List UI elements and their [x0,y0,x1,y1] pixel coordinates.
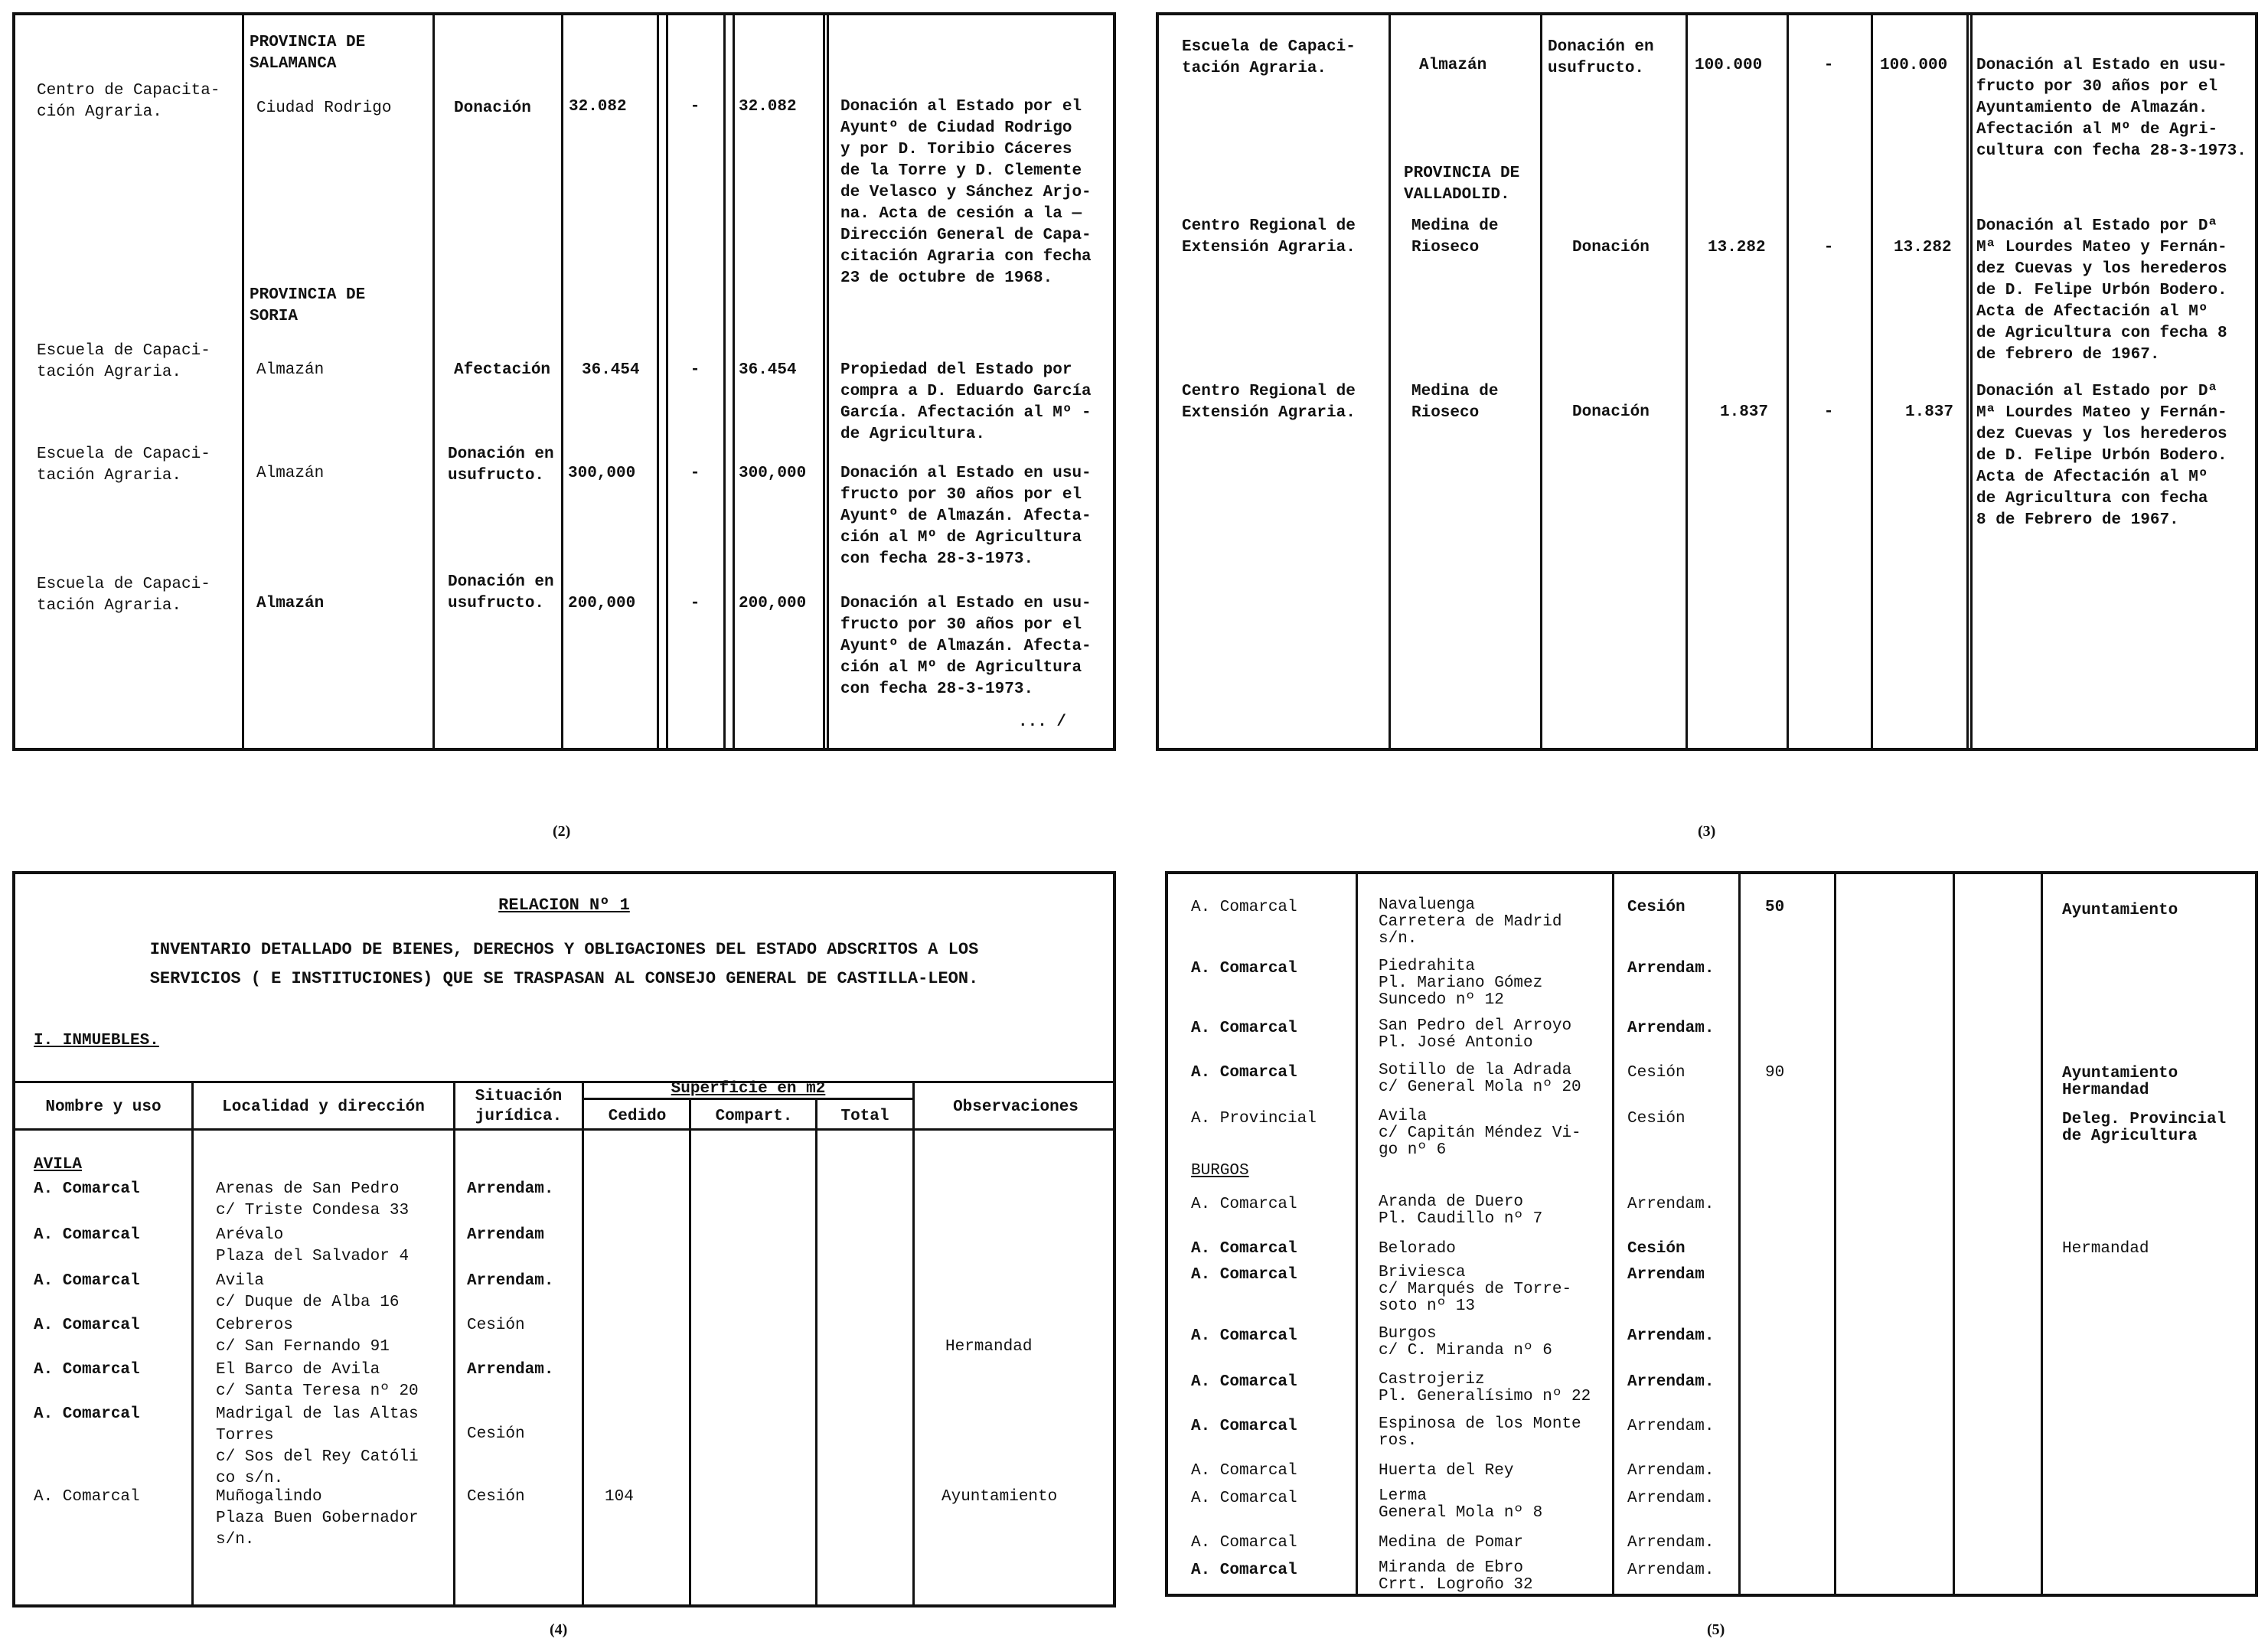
row-location: Almazán [1419,57,1487,74]
row-situation: Arrendam. [1627,1196,1715,1213]
row-location: Miranda de Ebro Crrt. Logroño 32 [1379,1559,1533,1594]
row-situation: Donación en usufructo. [1548,38,1654,77]
row-name: Centro Regional de Extensión Agraria. [1182,383,1356,422]
row-situation: Cesión [1627,1064,1685,1082]
row-situation: Arrendam [467,1226,544,1244]
row-observations: Donación al Estado por Dª Mª Lourdes Mateo y Fernán- dez Cuevas y los herederos de D. Felipe Urbón Bodero. Acta de Afectación al Mº de Agricultura con fecha 8 de Febrero de 1967. [1976,383,2227,529]
row-sup3: 300,000 [739,465,807,482]
section-title: I. INMUEBLES. [34,1032,159,1049]
header-situation: Situación jurídica. [475,1088,563,1125]
province-salamanca: PROVINCIA DE SALAMANCA [250,34,366,73]
row-situation: Arrendam. [467,1180,554,1198]
row-sup3: 1.837 [1905,403,1954,421]
row-name: A. Comarcal [1191,960,1297,978]
row-location: Arévalo Plaza del Salvador 4 [216,1226,410,1265]
row-observations: Propiedad del Estado por compra a D. Eduardo García García. Afectación al Mº - de Agricultura. [840,361,1092,443]
row-name: A. Comarcal [1191,1196,1297,1213]
row-situation: Donación en usufructo. [448,573,554,612]
row-name: A. Comarcal [1191,1462,1297,1480]
row-name: A. Comarcal [34,1488,140,1506]
row-cedido: 104 [605,1488,634,1506]
row-observations: Donación al Estado en usu- fructo por 30 años por el Ayuntº de Almazán. Afecta- ción al Mº de Agricultura con fecha 28-3-1973. [840,465,1092,568]
row-location: Burgos c/ C. Miranda nº 6 [1379,1325,1552,1359]
row-situation: Cesión [467,1488,525,1506]
caption-5: (5) [1707,1621,1725,1638]
row-situation: Arrendam. [467,1272,554,1290]
row-sup2: - [690,465,700,482]
row-situation: Cesión [467,1317,525,1334]
inventory-title-line1: INVENTARIO DETALLADO DE BIENES, DERECHOS Y OBLIGACIONES DEL ESTADO ADSCRITOS A LOS [149,940,979,959]
row-observations: Ayuntamiento [2062,902,2178,919]
row-situation: Arrendam. [1627,1373,1715,1391]
row-name: Centro de Capacita- ción Agraria. [37,82,220,121]
panel-3 [1156,12,2258,751]
header-observations: Observaciones [953,1098,1079,1116]
row-situation: Arrendam. [1627,1327,1715,1345]
row-location: Huerta del Rey [1379,1462,1514,1480]
group-avila: AVILA [34,1156,83,1173]
row-situation: Arrendam. [1627,1418,1715,1435]
row-situation: Cesión [1627,1240,1685,1258]
row-observations: Hermandad [945,1338,1033,1356]
row-name: A. Comarcal [1191,1064,1297,1082]
row-sup1: 100.000 [1695,57,1763,74]
row-name: A. Comarcal [34,1226,140,1244]
row-name: A. Comarcal [1191,1266,1297,1284]
row-observations: Ayuntamiento [941,1488,1058,1506]
row-observations: Ayuntamiento Hermandad [2062,1065,2178,1099]
row-sup1: 300,000 [568,465,636,482]
row-situation: Cesión [1627,899,1685,916]
row-name: A. Comarcal [1191,1373,1297,1391]
row-location: Navaluenga Carretera de Madrid s/n. [1379,896,1562,948]
row-sup3: 13.282 [1894,239,1952,256]
row-observations: Donación al Estado por el Ayuntº de Ciudad Rodrigo y por D. Toribio Cáceres de la Torre y D. Clemente de Velasco y Sánchez Arjo- na. Acta de cesión a la — Dirección General de Capa- citación Agraria con fecha 23 de octubre de 1968. [840,98,1092,287]
panel-4 [12,871,1116,1607]
header-location: Localidad y dirección [222,1098,425,1116]
row-situation: Arrendam. [1627,1490,1715,1507]
row-name: A. Comarcal [1191,1020,1297,1037]
row-location: Sotillo de la Adrada c/ General Mola nº 20 [1379,1062,1581,1096]
row-location: Muñogalindo Plaza Buen Gobernador s/n. [216,1488,419,1549]
row-name: Escuela de Capaci- tación Agraria. [1182,38,1356,77]
panel-5 [1165,871,2258,1597]
row-name: A. Comarcal [1191,1418,1297,1435]
row-sup1: 13.282 [1708,239,1766,256]
row-sup1: 36.454 [582,361,640,379]
row-name: A. Comarcal [1191,1534,1297,1552]
row-situation: Donación en usufructo. [448,446,554,485]
row-sup2: - [690,595,700,612]
row-name: A. Comarcal [1191,1240,1297,1258]
row-location: Castrojeriz Pl. Generalísimo nº 22 [1379,1371,1591,1405]
row-cedido: 90 [1765,1064,1785,1082]
row-name: A. Comarcal [34,1180,140,1198]
row-sup1: 32.082 [569,98,627,116]
row-location: Medina de Pomar [1379,1534,1524,1552]
row-observations: Donación al Estado por Dª Mª Lourdes Mateo y Fernán- dez Cuevas y los herederos de D. Felipe Urbón Bodero. Acta de Afectación al Mº de Agricultura con fecha 8 de febrero de 1967. [1976,217,2227,364]
relacion-number: RELACION Nº 1 [498,896,630,915]
row-sup1: 200,000 [568,595,636,612]
row-sup3: 200,000 [739,595,807,612]
row-situation: Arrendam. [1627,1534,1715,1552]
row-observations: Donación al Estado en usu- fructo por 30 años por el Ayuntº de Almazán. Afecta- ción al Mº de Agricultura con fecha 28-3-1973. [840,595,1092,698]
row-location: Belorado [1379,1240,1456,1258]
row-location: Medina de Rioseco [1411,383,1499,422]
row-location: Lerma General Mola nº 8 [1379,1487,1543,1522]
row-name: Escuela de Capaci- tación Agraria. [37,342,210,381]
row-situation: Arrendam. [1627,1020,1715,1037]
province-soria: PROVINCIA DE SORIA [250,286,366,325]
row-situation: Afectación [454,361,551,379]
province-valladolid: PROVINCIA DE VALLADOLID. [1404,165,1520,204]
row-sup2: - [1823,57,1834,74]
row-name: Centro Regional de Extensión Agraria. [1182,217,1356,256]
row-sup2: - [1823,239,1834,256]
header-name: Nombre y uso [45,1098,162,1116]
row-observations: Deleg. Provincial de Agricultura [2062,1111,2227,1145]
caption-4: (4) [550,1621,568,1638]
row-situation: Donación [454,100,531,117]
row-name: A. Provincial [1191,1110,1317,1128]
row-sup3: 100.000 [1880,57,1948,74]
header-surface: Superficie en m2 [671,1080,826,1098]
row-location: Madrigal de las Altas Torres c/ Sos del Rey Católi co s/n. [216,1405,419,1487]
row-location: Piedrahita Pl. Mariano Gómez Suncedo nº 12 [1379,958,1543,1009]
caption-3: (3) [1698,823,1716,840]
row-situation: Arrendam [1627,1266,1705,1284]
row-sup3: 36.454 [739,361,797,379]
row-sup1: 1.837 [1720,403,1769,421]
row-situation: Cesión [1627,1110,1685,1128]
row-situation: Donación [1572,239,1650,256]
row-situation: Arrendam. [1627,1462,1715,1480]
row-sup2: - [690,361,700,379]
row-name: A. Comarcal [34,1405,140,1423]
row-name: A. Comarcal [34,1317,140,1334]
row-name: A. Comarcal [1191,1327,1297,1345]
row-situation: Cesión [467,1425,525,1443]
row-name: A. Comarcal [34,1272,140,1290]
row-situation: Arrendam. [467,1361,554,1379]
row-name: A. Comarcal [1191,1490,1297,1507]
row-location: Almazán [256,595,325,612]
header-total: Total [840,1108,889,1125]
row-location: Briviesca c/ Marqués de Torre- soto nº 13 [1379,1264,1572,1315]
row-location: Medina de Rioseco [1411,217,1499,256]
row-name: Escuela de Capaci- tación Agraria. [37,576,210,615]
row-cedido: 50 [1765,899,1785,916]
caption-2: (2) [553,823,571,840]
row-name: A. Comarcal [34,1361,140,1379]
row-location: Ciudad Rodrigo [256,100,392,117]
header-compart: Compart. [715,1108,793,1125]
row-situation: Arrendam. [1627,960,1715,978]
row-location: Almazán [256,361,325,379]
row-observations: Hermandad [2062,1240,2149,1258]
row-sup2: - [690,98,700,116]
row-name: A. Comarcal [1191,899,1297,916]
continuation-mark: ... / [1018,713,1067,731]
header-cedido: Cedido [608,1108,667,1125]
row-name: Escuela de Capaci- tación Agraria. [37,446,210,485]
panel-2 [12,12,1116,751]
row-situation: Arrendam. [1627,1562,1715,1579]
row-name: A. Comarcal [1191,1562,1297,1579]
row-location: Cebreros c/ San Fernando 91 [216,1317,390,1356]
row-location: Almazán [256,465,325,482]
row-sup2: - [1823,403,1834,421]
row-situation: Donación [1572,403,1650,421]
row-observations: Donación al Estado en usu- fructo por 30 años por el Ayuntamiento de Almazán. Afectación al Mº de Agri- cultura con fecha 28-3-1973. [1976,57,2247,160]
row-sup3: 32.082 [739,98,797,116]
group-burgos: BURGOS [1191,1162,1249,1180]
row-location: Aranda de Duero Pl. Caudillo nº 7 [1379,1193,1543,1228]
inventory-title-line2: SERVICIOS ( E INSTITUCIONES) QUE SE TRASPASAN AL CONSEJO GENERAL DE CASTILLA-LEON. [149,969,979,988]
row-location: Avila c/ Duque de Alba 16 [216,1272,400,1311]
row-location: El Barco de Avila c/ Santa Teresa nº 20 [216,1361,419,1400]
row-location: Arenas de San Pedro c/ Triste Condesa 33 [216,1180,410,1219]
row-location: Avila c/ Capitán Méndez Vi- go nº 6 [1379,1108,1581,1159]
row-location: Espinosa de los Monte ros. [1379,1415,1581,1450]
row-location: San Pedro del Arroyo Pl. José Antonio [1379,1017,1572,1052]
